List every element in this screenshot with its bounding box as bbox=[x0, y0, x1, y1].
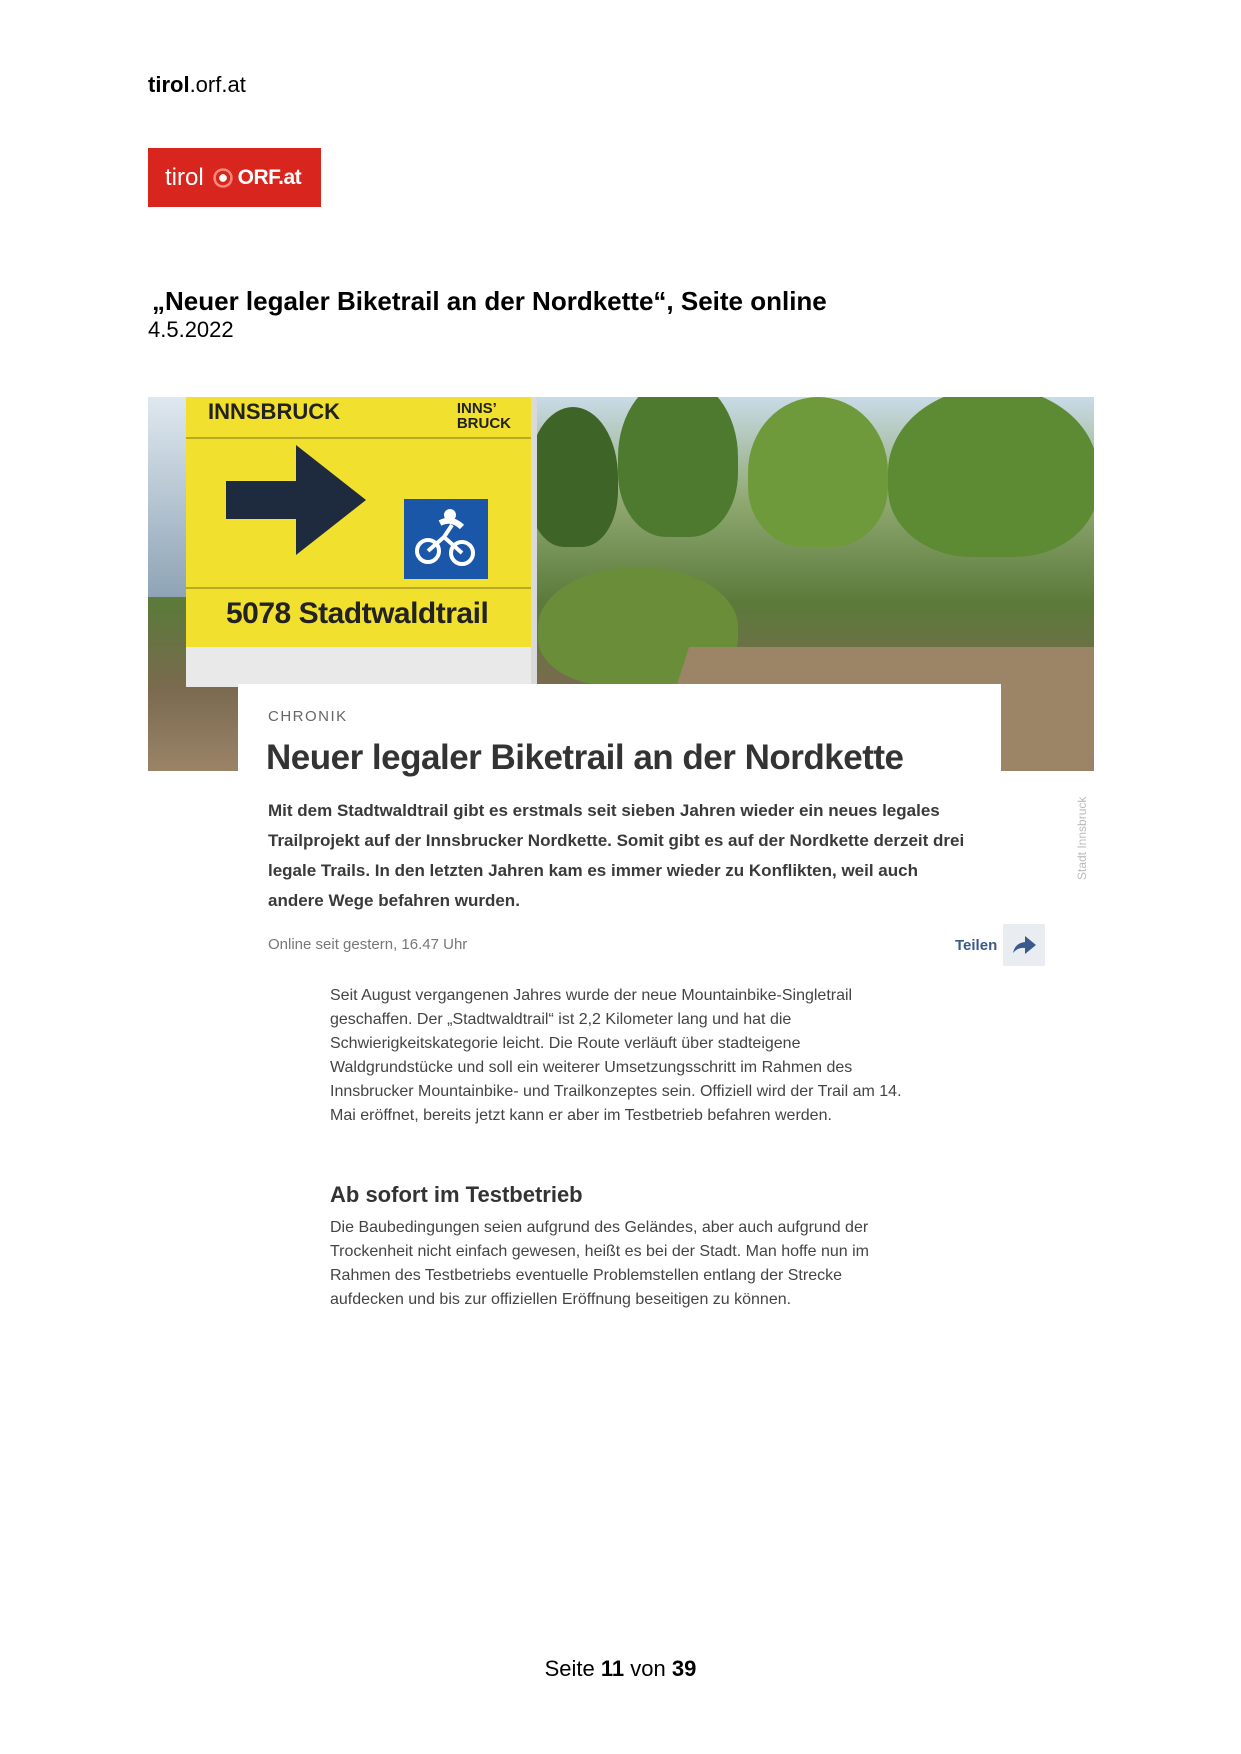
orf-tirol-logo bbox=[148, 148, 321, 207]
article-body-2: Die Baubedingungen seien aufgrund des Geländes, aber auch aufgrund der Trockenheit nicht einfach gewesen, heißt es bei der Stadt. Man hoffe nun im Rahmen des Testbetriebs eventuelle Problemstellen entlang der Strecke aufdecken und bis zur offiziellen Eröffnung beseitigen zu können. bbox=[330, 1219, 869, 1308]
sign-city: INNSBRUCK bbox=[208, 399, 340, 424]
source-rest: .orf.at bbox=[189, 72, 246, 97]
image-credit: Stadt Innsbruck bbox=[1075, 796, 1089, 880]
sign-logo-line1: INNS’ bbox=[456, 400, 497, 417]
arrow-right-icon bbox=[226, 445, 366, 555]
footer-page-number: 11 bbox=[600, 1656, 625, 1681]
footer-total-pages: 39 bbox=[671, 1656, 697, 1681]
document-date: 4.5.2022 bbox=[148, 317, 234, 342]
article-category[interactable]: CHRONIK bbox=[268, 708, 348, 725]
hero-tree bbox=[748, 397, 888, 547]
hero-tree bbox=[528, 407, 618, 547]
orf-eye-icon bbox=[212, 167, 234, 189]
logo-left-text: tirol bbox=[165, 163, 204, 191]
sign-divider bbox=[186, 587, 531, 589]
article-headline: Neuer legaler Biketrail an der Nordkette bbox=[266, 738, 904, 777]
article-body-1: Seit August vergangenen Jahres wurde der neue Mountainbike-Singletrail geschaffen. Der „Stadtwaldtrail“ ist 2,2 Kilometer lang und hat die Schwierigkeitskategorie leicht. Die Route verläuft über stadteigene Waldgrundstücke und soll ein weiterer Umsetzungsschritt im Rahmen des Innsbrucker Mountainbike- und Trailkonzeptes sein. Offiziell wird der Trail am 14. Mai eröffnet, bereits jetzt kann er aber im Testbetrieb befahren werden. bbox=[330, 987, 902, 1124]
hero-tree bbox=[888, 397, 1094, 557]
footer-middle: von bbox=[630, 1656, 666, 1681]
share-label[interactable]: Teilen bbox=[955, 936, 998, 954]
article-subheading: Ab sofort im Testbetrieb bbox=[330, 1182, 583, 1207]
share-arrow-icon[interactable] bbox=[1003, 924, 1045, 966]
article-lead: Mit dem Stadtwaldtrail gibt es erstmals seit sieben Jahren wieder ein neues legales Trailprojekt auf der Innsbrucker Nordkette. Somit gibt es auf der Nordkette derzeit drei legale Trails. In den letzten Jahren kam es immer wieder zu Konflikten, weil auch andere Wege befahren wurden. bbox=[268, 801, 965, 910]
trail-sign bbox=[186, 397, 537, 687]
sign-logo bbox=[457, 401, 511, 431]
footer-prefix: Seite bbox=[544, 1656, 595, 1681]
share-button[interactable] bbox=[955, 924, 1045, 966]
logo-right-text: ORF.at bbox=[237, 165, 302, 189]
hero-tree bbox=[618, 397, 738, 537]
sign-bottom-band bbox=[186, 647, 531, 687]
source-bold: tirol bbox=[148, 72, 190, 97]
source-line bbox=[148, 72, 246, 98]
sign-divider bbox=[186, 437, 531, 439]
article-card bbox=[238, 684, 1001, 1334]
document-title: „Neuer legaler Biketrail an der Nordkette“, Seite online bbox=[152, 286, 827, 316]
mountainbike-icon bbox=[404, 499, 488, 579]
sign-logo-line2: BRUCK bbox=[456, 415, 511, 432]
article-timestamp: Online seit gestern, 16.47 Uhr bbox=[268, 936, 468, 953]
sign-trail-name: 5078 Stadtwaldtrail bbox=[226, 597, 489, 630]
page-footer bbox=[0, 1656, 1241, 1682]
